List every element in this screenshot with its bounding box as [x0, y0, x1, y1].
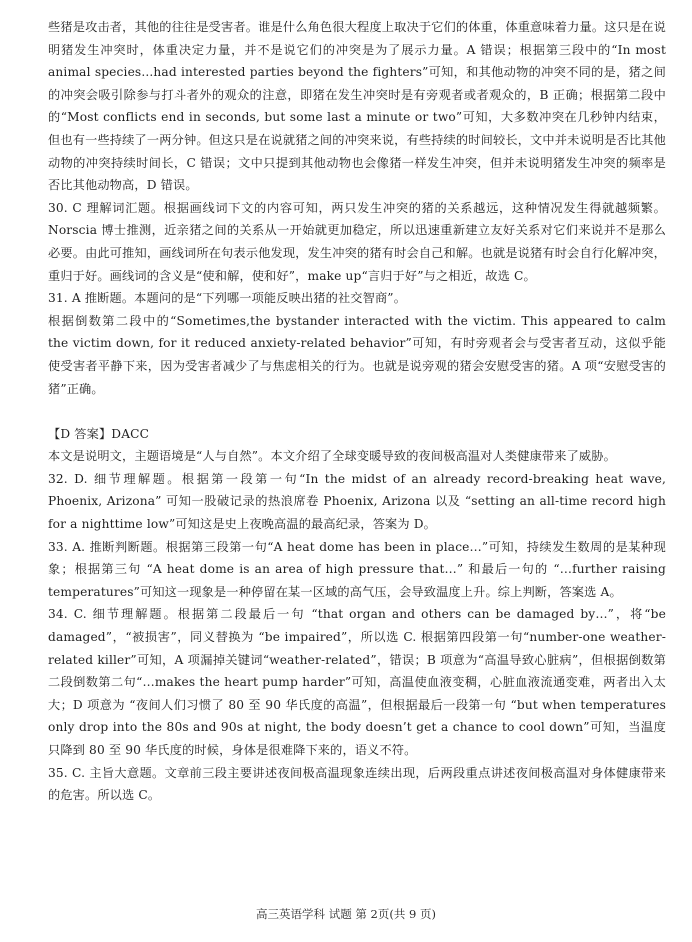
- answer-explanation-text: [48, 16, 666, 807]
- paragraph-q34: 34. C. 细节理解题。根据第二段最后一句 “that organ and others can be damaged by…”，将“be damaged”，“被损害”，同义替换为 “be impaired”，所以选 C. 根据第四段第一句“number-one weather-related killer”可知，A 项漏掉关键词“weather-related”，错误；B 项意为“高温导致心脏病”，但根据倒数第二段倒数第二句“…makes the heart pump harder”可知，高温使血液变稠，心脏血液流通变难，两者出入太大；D 项意为 “夜间人们习惯了 80 至 90 华氏度的高温”，但根据最后一段第一句 “but when temperatures only drop into the 80s and 90s at night, the body doesn’t get a chance to cool down”可知，当温度只降到 80 至 90 华氏度的时候，身体是很难降下来的，语义不符。: [48, 607, 666, 757]
- section-d-summary: 本文是说明文，主题语境是“人与自然”。本文介绍了全球变暖导致的夜间极高温对人类健康带来了威胁。: [48, 449, 616, 464]
- paragraph-q33: 33. A. 推断判断题。根据第三段第一句“A heat dome has been in place…”可知，持续发生数周的是某种现象；根据第三句 “A heat dome is an area of high pressure that…” 和最后一句的 “…further raising temperatures”可知这一现象是一种停留在某一区域的高气压，会导致温度上升。综上判断，答案选 A。: [48, 539, 666, 599]
- paragraph-q31-body: 根据倒数第二段中的“Sometimes,the bystander interacted with the victim. This appeared to calm the victim down, for it reduced anxiety-related behavior”可知，有时旁观者会与受害者互动，这似乎能使受害者平静下来，因为受害者减少了与焦虑相关的行为。也就是说旁观的猪会安慰受害的猪。A 项“安慰受害的猪”正确。: [48, 313, 666, 396]
- paragraph-q30: 30. C 理解词汇题。根据画线词下文的内容可知，两只发生冲突的猪的关系越远，这种情况发生得就越频繁。Norscia 博士推测，近亲猪之间的关系从一开始就更加稳定，所以迅速重新建立友好关系对它们来说并不是那么必要。由此可推知，画线词所在句表示他发现，发生冲突的猪有时会自己和解。也就是说猪有时会自行化解冲突，重归于好。画线词的含义是“使和解，使和好”，make up“言归于好”与之相近，故选 C。: [48, 200, 666, 283]
- paragraph-q32: 32. D. 细节理解题。根据第一段第一句“In the midst of an already record-breaking heat wave, Phoenix, Arizona” 可知一股破记录的热浪席卷 Phoenix, Arizona 以及 “setting an all-time record high for a nighttime low”可知这是史上夜晚高温的最高纪录，答案为 D。: [48, 471, 666, 532]
- paragraph-q35: 35. C. 主旨大意题。文章前三段主要讲述夜间极高温现象连续出现，后两段重点讲述夜间极高温对身体健康带来的危害。所以选 C。: [48, 765, 666, 803]
- paragraph-spacer: [48, 400, 666, 423]
- section-d-answer-key: 【D 答案】DACC: [48, 426, 150, 441]
- paragraph-q31-heading: 31. A 推断题。本题问的是“下列哪一项能反映出猪的社交智商”。: [48, 291, 407, 306]
- page-footer: 高三英语学科 试题 第 2页(共 9 页): [256, 907, 436, 921]
- paragraph-q29-continued: 些猪是攻击者，其他的往往是受害者。谁是什么角色很大程度上取决于它们的体重，体重意味着力量。这只是在说明猪发生冲突时，体重决定力量，并不是说它们的冲突是为了展示力量。A 错误；根据第三段中的“In most animal species...had interested parties beyond the fighters”可知，和其他动物的冲突不同的是，猪之间的冲突会吸引除参与打斗者外的观众的注意，即猪在发生冲突时是有旁观者或者观众的，B 正确；根据第二段中的“Most conflicts end in seconds, but some last a minute or two”可知，大多数冲突在几秒钟内结束，但也有一些持续了一两分钟。但这只是在说就猪之间的冲突来说，有些持续的时间较长，文中并未说明是否比其他动物的冲突持续时间长，C 错误；文中只提到其他动物也会像猪一样发生冲突，但并未说明猪发生冲突的频率是否比其他动物高，D 错误。: [48, 20, 666, 193]
